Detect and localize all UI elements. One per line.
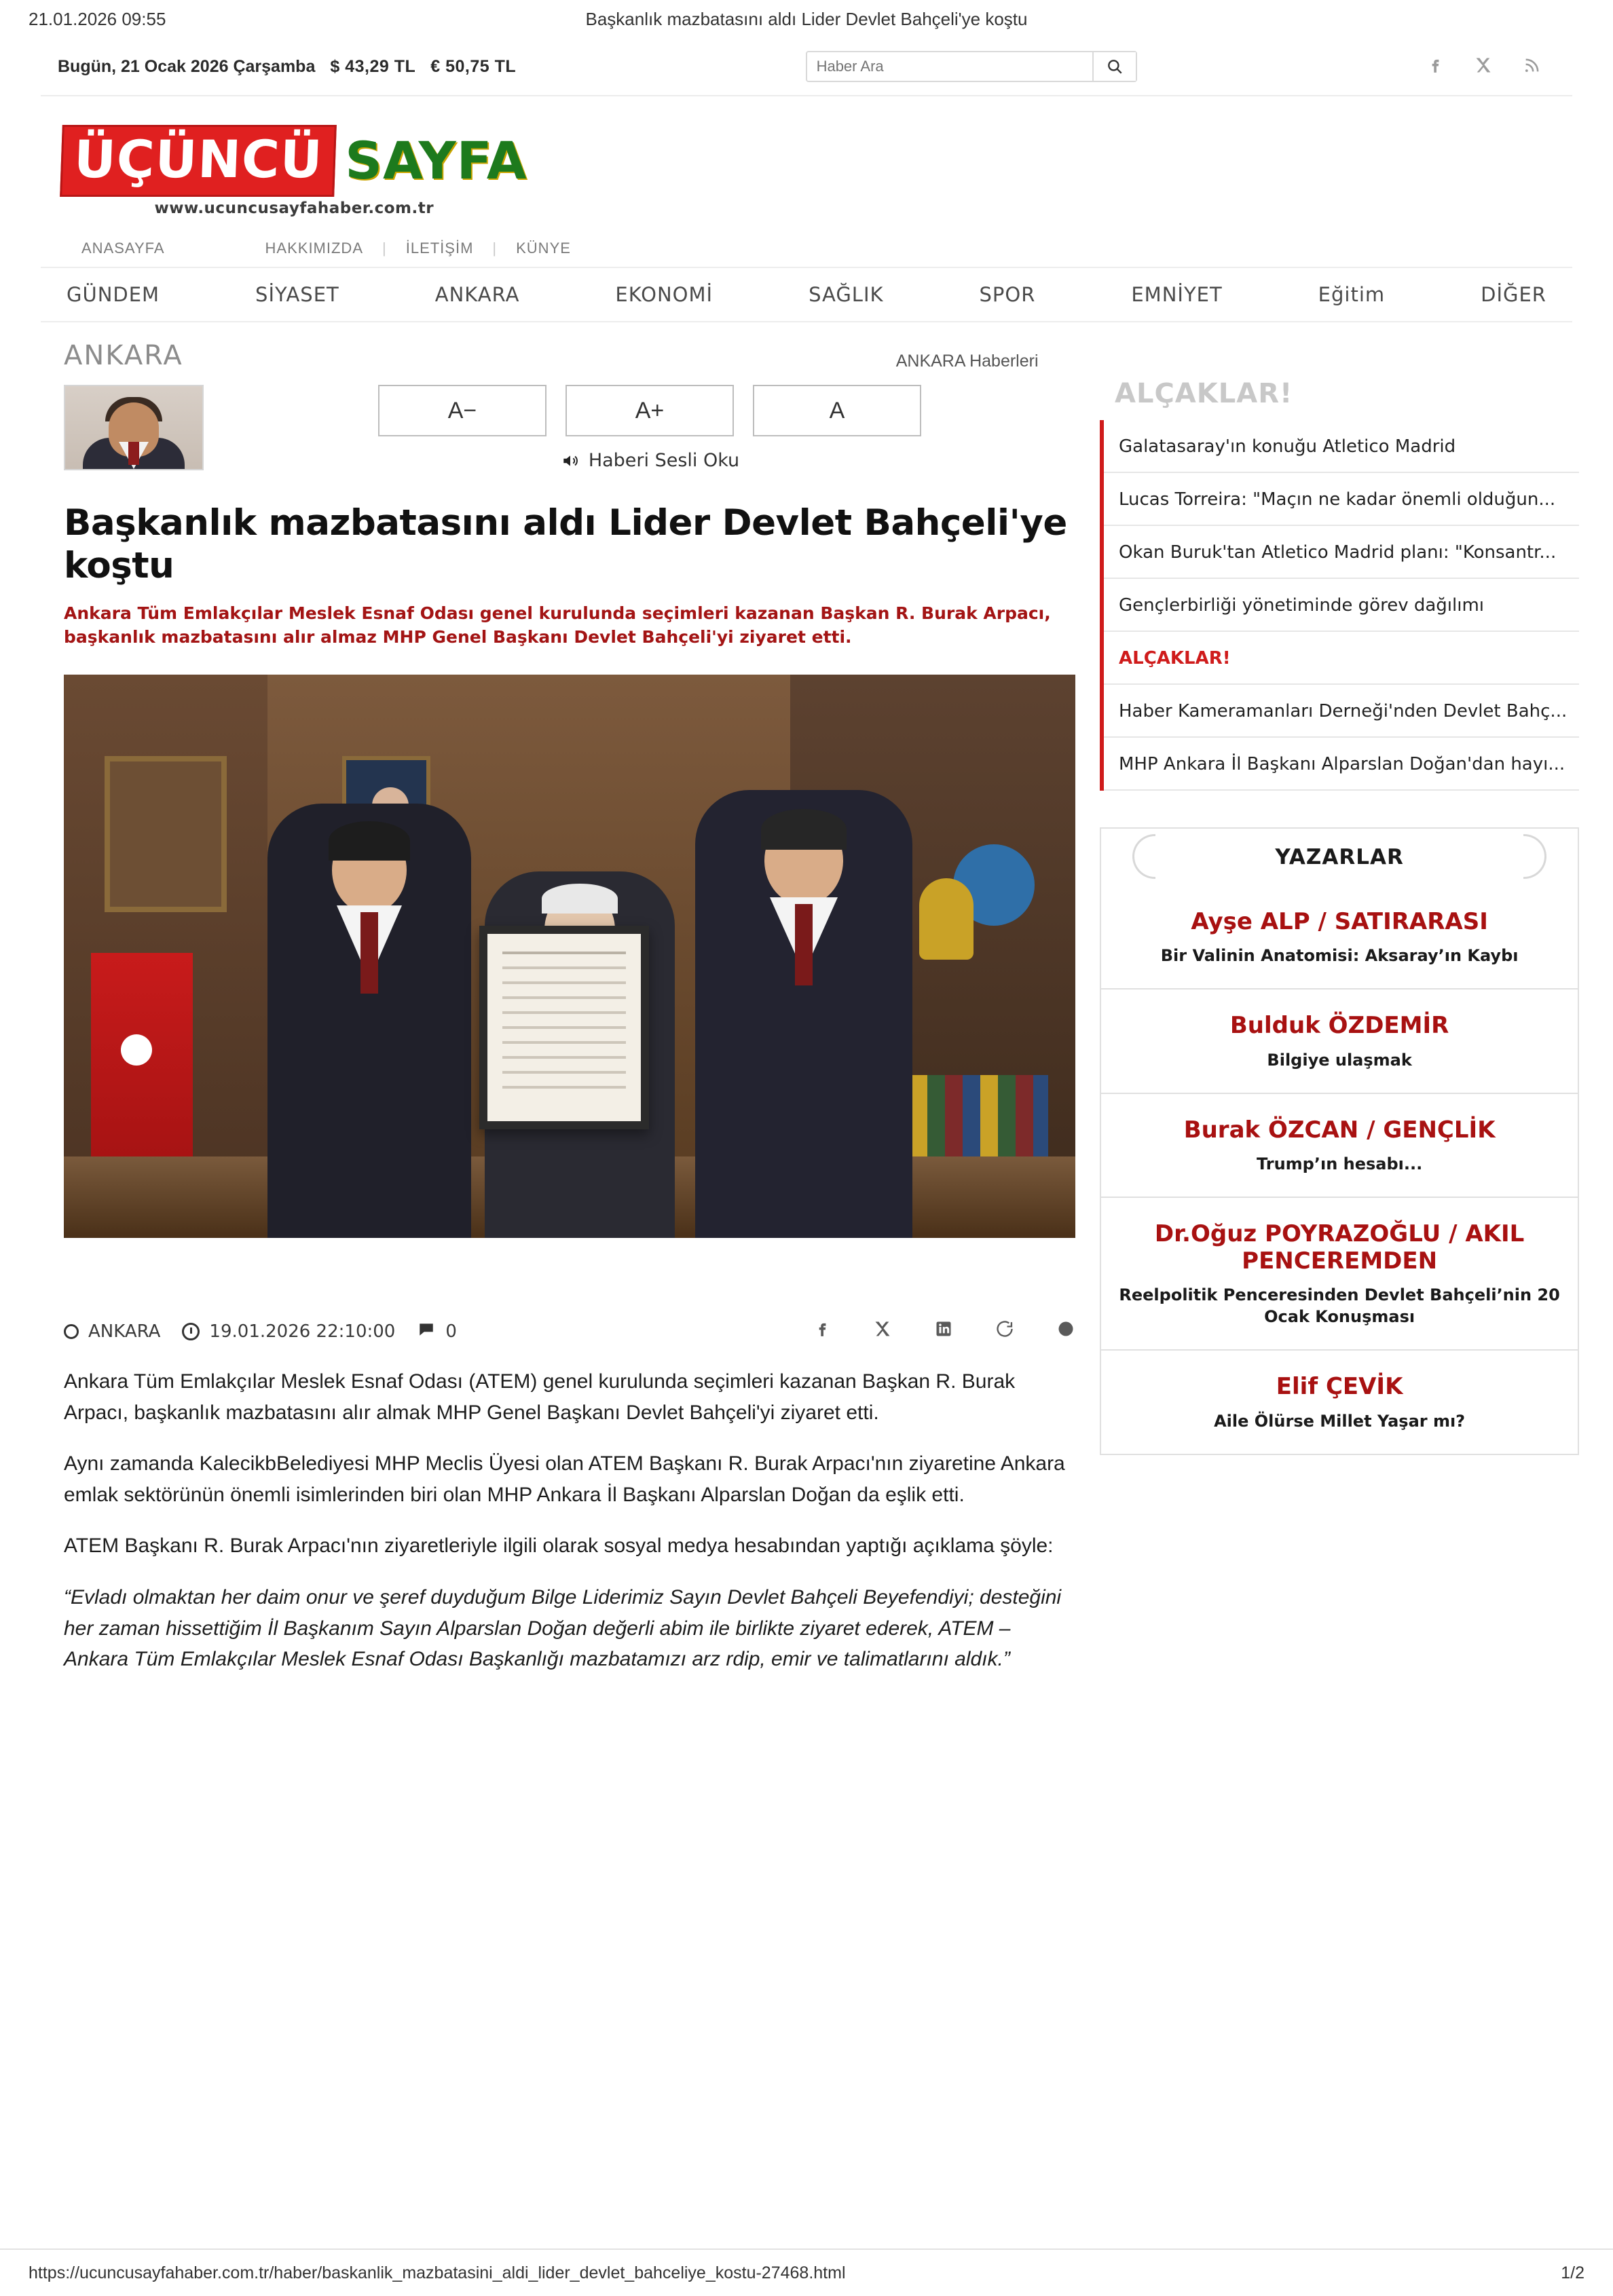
eur-rate: € 50,75 TL (430, 56, 517, 76)
subnav-divider: | (382, 240, 387, 257)
list-item[interactable]: Haber Kameramanları Derneği'nden Devlet Bahç... (1104, 685, 1579, 738)
article-body (64, 1366, 1075, 1675)
subnav-item-anasayfa[interactable]: ANASAYFA (81, 240, 165, 257)
print-url: https://ucuncusayfahaber.com.tr/haber/baskanlik_mazbatasini_aldi_lider_devlet_bahceliye_kostu-27468.html (29, 2263, 846, 2282)
content-wrapper (41, 378, 1572, 1675)
article-date: 19.01.2026 22:10:00 (209, 1321, 396, 1342)
list-item[interactable]: Galatasaray'ın konuğu Atletico Madrid (1104, 420, 1579, 473)
article-paragraph: ATEM Başkanı R. Burak Arpacı'nın ziyaretleriyle ilgili olarak sosyal medya hesabından yaptığı açıklama şöyle: (64, 1535, 1054, 1558)
writer-card[interactable] (1100, 1094, 1579, 1198)
list-item[interactable]: Okan Buruk'tan Atletico Madrid planı: "Konsantr... (1104, 526, 1579, 579)
share-linkedin-icon[interactable] (934, 1319, 953, 1343)
share-x-icon[interactable] (873, 1319, 892, 1343)
article-paragraph-quote: “Evladı olmaktan her daim onur ve şeref duyduğum Bilge Liderimiz Sayın Devlet Bahçeli Beyefendiyi; desteğini her zaman hissettiğim İl Başkanım Sayın Alparslan Doğan değerli abim ile birlikte ziyaret ederek, ATEM – Ankara Tüm Emlakçılar Meslek Esnaf Odası Başkanlığı mazbatamızı arz rdip, emir ve talimatlarını aldık.” (64, 1586, 1062, 1671)
print-page-number: 1/2 (1561, 2263, 1584, 2282)
logo-box-text: ÜÇÜNCÜ (60, 125, 337, 197)
search-box[interactable] (806, 51, 1137, 82)
search-button[interactable] (1092, 52, 1136, 81)
list-item[interactable]: Gençlerbirliği yönetiminde görev dağılımı (1104, 579, 1579, 632)
writer-name: Ayşe ALP / SATIRARASI (1191, 908, 1488, 935)
article-category[interactable]: ANKARA (88, 1321, 161, 1342)
writer-card[interactable] (1100, 1198, 1579, 1351)
subnav-divider: | (492, 240, 498, 257)
usd-rate: $ 43,29 TL (330, 56, 416, 76)
topbar-info (58, 57, 516, 77)
nav-item-ekonomi[interactable]: EKONOMİ (615, 283, 713, 306)
writer-article-title: Reelpolitik Penceresinden Devlet Bahçeli’nin 20 Ocak Konuşması (1119, 1285, 1560, 1327)
sidebar-news-list (1100, 420, 1579, 791)
writer-name: Burak ÖZCAN / GENÇLİK (1183, 1116, 1496, 1144)
person-left (267, 804, 471, 1238)
page-title: ANKARA (64, 340, 183, 371)
print-page-title: Başkanlık mazbatasını aldı Lider Devlet Bahçeli'ye koştu (585, 8, 1028, 29)
article-tools (64, 378, 1075, 471)
writer-name: Elif ÇEVİK (1276, 1373, 1403, 1401)
article-meta (64, 1319, 1075, 1343)
list-item-active[interactable]: ALÇAKLAR! (1104, 632, 1579, 685)
breadcrumb: ANKARA Haberleri (895, 352, 1039, 371)
listen-article-button[interactable] (560, 450, 739, 471)
certificate-frame (479, 926, 649, 1129)
rss-icon[interactable] (1523, 56, 1542, 78)
nav-item-spor[interactable]: SPOR (979, 283, 1036, 306)
list-item[interactable]: MHP Ankara İl Başkanı Alparslan Doğan'dan hayı... (1104, 738, 1579, 791)
listen-label: Haberi Sesli Oku (588, 450, 740, 471)
today-date: Bugün, 21 Ocak 2026 Çarşamba (58, 56, 316, 76)
secondary-nav (41, 230, 1572, 268)
writer-name: Dr.Oğuz POYRAZOĞLU / AKIL PENCEREMDEN (1154, 1220, 1525, 1275)
writer-card[interactable] (1100, 886, 1579, 990)
font-size-controls (224, 385, 1075, 471)
share-whatsapp-icon[interactable] (995, 1319, 1014, 1343)
share-facebook-icon[interactable] (813, 1319, 831, 1343)
nav-item-saglik[interactable]: SAĞLIK (809, 283, 884, 306)
font-decrease-button[interactable]: A− (378, 385, 546, 436)
person-right (695, 790, 912, 1238)
nav-item-diger[interactable]: DİĞER (1481, 283, 1546, 306)
article-photo (64, 675, 1075, 1238)
writer-article-title: Bilgiye ulaşmak (1267, 1050, 1412, 1070)
print-datetime: 21.01.2026 09:55 (29, 8, 166, 29)
share-mail-icon[interactable] (1056, 1319, 1075, 1343)
comment-icon (417, 1320, 436, 1342)
writer-card[interactable] (1100, 990, 1579, 1093)
subnav-item-hakkimizda[interactable]: HAKKIMIZDA (265, 240, 363, 257)
x-icon[interactable] (1474, 56, 1493, 78)
nav-item-emniyet[interactable]: EMNİYET (1131, 283, 1223, 306)
logo-url: www.ucuncusayfahaber.com.tr (154, 200, 434, 217)
article-paragraph: Ankara Tüm Emlakçılar Meslek Esnaf Odası (ATEM) genel kurulunda seçimleri kazanan Başkan R. Burak Arpacı, başkanlık mazbatasını alır almak MHP Genel Başkanı Devlet Bahçeli'yi ziyaret etti. (64, 1370, 1016, 1424)
site-logo-row (41, 96, 1572, 230)
sidebar (1100, 378, 1579, 1675)
subnav-item-iletisim[interactable]: İLETİŞİM (405, 240, 474, 257)
sidebar-heading: ALÇAKLAR! (1115, 378, 1293, 409)
writer-card[interactable] (1100, 1351, 1579, 1454)
category-icon (64, 1324, 79, 1339)
nav-item-siyaset[interactable]: SİYASET (255, 283, 339, 306)
site-logo[interactable] (61, 125, 527, 217)
article-column (64, 378, 1075, 1675)
avatar (64, 385, 204, 470)
list-item[interactable]: Lucas Torreira: "Maçın ne kadar önemli olduğun... (1104, 473, 1579, 526)
nav-item-gundem[interactable]: GÜNDEM (67, 283, 160, 306)
nav-item-ankara[interactable]: ANKARA (434, 283, 520, 306)
facebook-icon[interactable] (1426, 56, 1444, 78)
page-canvas (0, 38, 1613, 2237)
writer-article-title: Bir Valinin Anatomisi: Aksaray’ın Kaybı (1160, 946, 1519, 966)
writers-header (1100, 827, 1579, 886)
subnav-item-kunye[interactable]: KÜNYE (516, 240, 571, 257)
writers-title: YAZARLAR (1275, 845, 1404, 869)
social-links (1426, 56, 1555, 78)
article-headline: Başkanlık mazbatasını aldı Lider Devlet Bahçeli'ye koştu (64, 502, 1067, 586)
search-input[interactable] (807, 52, 1092, 81)
arc-right-icon (1523, 834, 1546, 879)
comment-count: 0 (445, 1321, 457, 1342)
main-nav (41, 268, 1572, 322)
section-row (41, 322, 1572, 378)
print-header (0, 0, 1613, 38)
logo-word-text: SAYFA (345, 130, 527, 191)
article-paragraph: Aynı zamanda KalecikbBelediyesi MHP Meclis Üyesi olan ATEM Başkanı R. Burak Arpacı'nın ziyaretine Ankara emlak sektörünün önemli isimlerinden biri olan MHP Ankara İl Başkanı Alparslan Doğan da eşlik etti. (64, 1452, 1065, 1506)
writer-article-title: Trump’ın hesabı... (1257, 1154, 1423, 1174)
print-footer (0, 2248, 1613, 2296)
search-icon (1106, 58, 1124, 75)
font-reset-button[interactable]: A (753, 385, 921, 436)
writer-article-title: Aile Ölürse Millet Yaşar mı? (1214, 1411, 1466, 1431)
arc-left-icon (1132, 834, 1155, 879)
speaker-icon (560, 452, 580, 470)
nav-item-egitim[interactable]: Eğitim (1318, 283, 1386, 306)
site-topbar (41, 38, 1572, 96)
writer-name: Bulduk ÖZDEMİR (1229, 1012, 1449, 1040)
clock-icon (182, 1323, 200, 1340)
font-increase-button[interactable]: A+ (566, 385, 734, 436)
article-summary: Ankara Tüm Emlakçılar Meslek Esnaf Odası genel kurulunda seçimleri kazanan Başkan R. Burak Arpacı, başkanlık mazbatasını alır almaz MHP Genel Başkanı Devlet Bahçeli'yi ziyaret etti. (64, 603, 1051, 647)
